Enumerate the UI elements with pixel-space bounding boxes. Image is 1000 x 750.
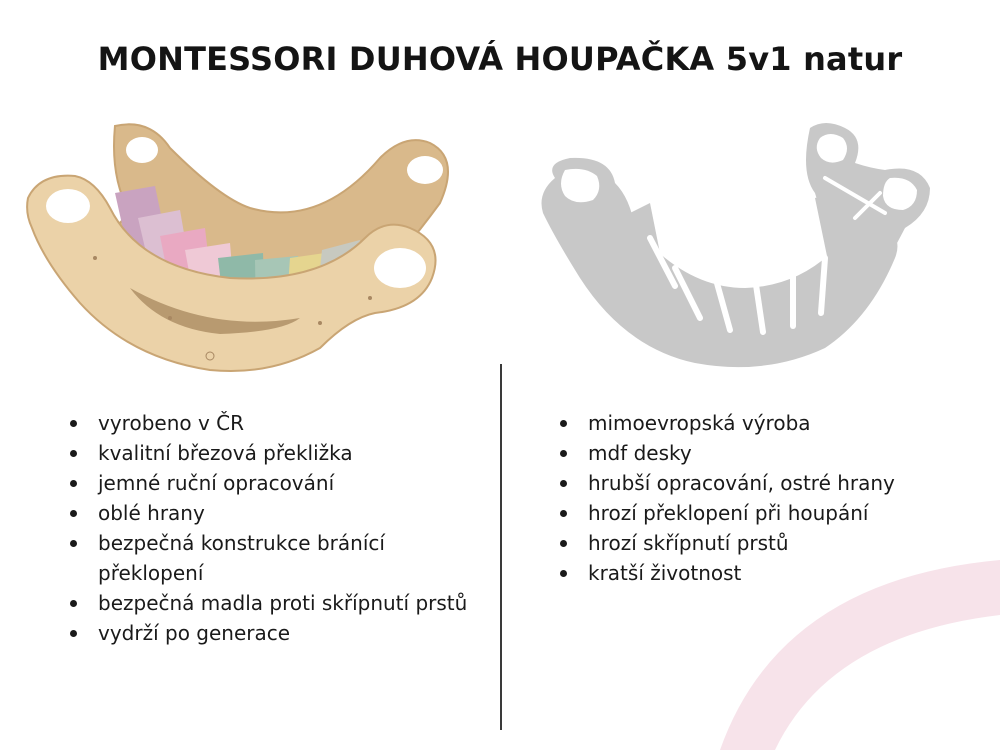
wooden-rocker-features-list — [70, 408, 470, 648]
list-item: bezpečná madla proti skřípnutí prstů — [70, 588, 470, 618]
rainbow-rocker-grey-icon — [525, 118, 945, 378]
list-item: hrozí skřípnutí prstů — [560, 528, 980, 558]
list-item: hrozí překlopení při houpání — [560, 498, 980, 528]
list-item: kratší životnost — [560, 558, 980, 588]
list-item: kvalitní březová překližka — [70, 438, 470, 468]
list-item: mdf desky — [560, 438, 980, 468]
column-divider — [500, 364, 502, 730]
list-item: bezpečná konstrukce bránící překlopení — [70, 528, 470, 588]
other-rocker-features-list — [560, 408, 980, 588]
list-item: hrubší opracování, ostré hrany — [560, 468, 980, 498]
list-item: jemné ruční opracování — [70, 468, 470, 498]
page-title: MONTESSORI DUHOVÁ HOUPAČKA 5v1 natur — [97, 40, 903, 78]
list-item: vyrobeno v ČR — [70, 408, 470, 438]
list-item: mimoevropská výroba — [560, 408, 980, 438]
list-item: oblé hrany — [70, 498, 470, 528]
list-item: vydrží po generace — [70, 618, 470, 648]
rainbow-rocker-wood-icon — [20, 118, 470, 378]
